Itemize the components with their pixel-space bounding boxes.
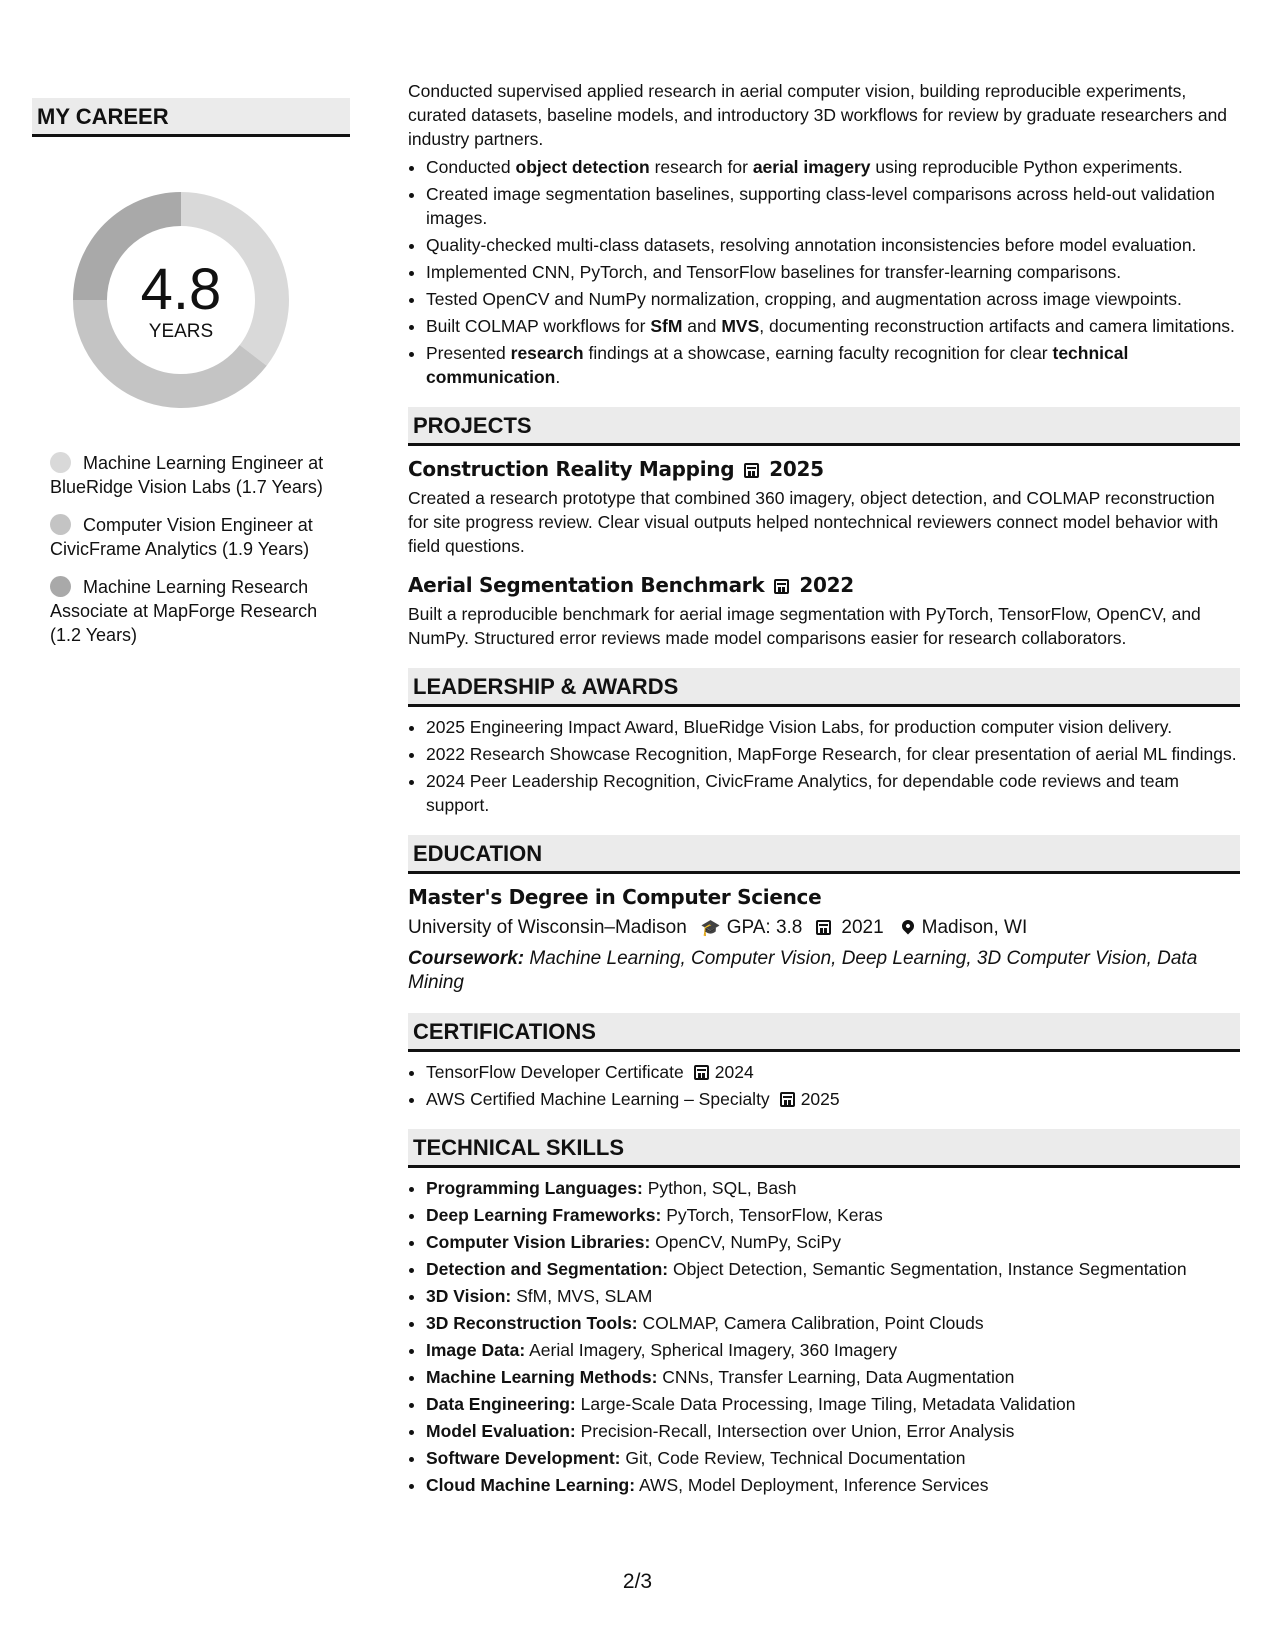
skill-item xyxy=(426,1446,1240,1470)
school-location: Madison, WI xyxy=(921,917,1028,938)
awards-list xyxy=(408,715,1240,817)
career-sidebar xyxy=(32,98,350,661)
certification-name: TensorFlow Developer Certificate xyxy=(426,1062,684,1082)
main-content xyxy=(408,79,1240,1500)
skill-label: Software Development: xyxy=(426,1448,621,1468)
coursework-label: Coursework: xyxy=(408,948,525,969)
project-description: Built a reproducible benchmark for aerial image segmentation with PyTorch, TensorFlow, OpenCV, and NumPy. Structured error reviews made model comparisons easier for research collaborators. xyxy=(408,604,1201,648)
skill-item xyxy=(426,1365,1240,1389)
skill-value: Object Detection, Semantic Segmentation, Instance Segmentation xyxy=(668,1259,1187,1279)
skill-label: Model Evaluation: xyxy=(426,1421,576,1441)
degree-title: Master's Degree in Computer Science xyxy=(408,885,822,909)
certification-item xyxy=(426,1060,1240,1084)
skill-label: 3D Reconstruction Tools: xyxy=(426,1313,638,1333)
legend-dot xyxy=(50,576,71,597)
project-title xyxy=(408,572,1240,598)
calendar-icon xyxy=(816,920,831,935)
award-item: • 2025 Engineering Impact Award, BlueRidge Vision Labs, for production computer vision delivery. xyxy=(426,715,1240,739)
skill-label: Image Data: xyxy=(426,1340,526,1360)
projects-section xyxy=(408,407,1240,650)
award-item: • 2024 Peer Leadership Recognition, CivicFrame Analytics, for dependable code reviews and team support. xyxy=(426,769,1240,817)
total-years: 4.8 xyxy=(140,257,222,322)
skill-value: Precision-Recall, Intersection over Union, Error Analysis xyxy=(575,1421,1015,1441)
legend-item xyxy=(50,575,340,647)
certification-item xyxy=(426,1087,1240,1111)
experience-bullet: • Created image segmentation baselines, supporting class-level comparisons across held-out validation images. xyxy=(426,182,1240,230)
legend-label: Computer Vision Engineer at CivicFrame Analytics (1.9 Years) xyxy=(50,515,313,559)
skill-value: Large-Scale Data Processing, Image Tiling, Metadata Validation xyxy=(575,1394,1076,1414)
calendar-icon xyxy=(744,463,759,478)
certification-name: AWS Certified Machine Learning – Specialty xyxy=(426,1089,770,1109)
coursework-list: Machine Learning, Computer Vision, Deep Learning, 3D Computer Vision, Data Mining xyxy=(408,948,1198,993)
experience-bullet: • Quality-checked multi-class datasets, resolving annotation inconsistencies before model evaluation. xyxy=(426,233,1240,257)
legend-item xyxy=(50,513,340,561)
legend-dot xyxy=(50,452,71,473)
skill-value: Aerial Imagery, Spherical Imagery, 360 Imagery xyxy=(525,1340,898,1360)
legend-label: Machine Learning Engineer at BlueRidge Vision Labs (1.7 Years) xyxy=(50,453,324,497)
skills-list xyxy=(408,1176,1240,1497)
certification-year: 2024 xyxy=(714,1062,754,1082)
skill-value: PyTorch, TensorFlow, Keras xyxy=(661,1205,883,1225)
legend-label: Machine Learning Research Associate at MapForge Research (1.2 Years) xyxy=(50,577,318,645)
awards-heading: LEADERSHIP & AWARDS xyxy=(408,668,1240,707)
experience-bullet: • Tested OpenCV and NumPy normalization, cropping, and augmentation across image viewpoints. xyxy=(426,287,1240,311)
skill-item xyxy=(426,1419,1240,1443)
certifications-list xyxy=(408,1060,1240,1111)
skills-heading: TECHNICAL SKILLS xyxy=(408,1129,1240,1168)
skill-item xyxy=(426,1203,1240,1227)
skill-value: Python, SQL, Bash xyxy=(642,1178,797,1198)
skill-value: AWS, Model Deployment, Inference Services xyxy=(635,1475,989,1495)
experience-bullets xyxy=(408,155,1240,389)
certification-year: 2025 xyxy=(800,1089,840,1109)
skill-value: COLMAP, Camera Calibration, Point Clouds xyxy=(637,1313,984,1333)
skill-label: Programming Languages: xyxy=(426,1178,643,1198)
skill-label: Computer Vision Libraries: xyxy=(426,1232,651,1252)
award-item: • 2022 Research Showcase Recognition, MapForge Research, for clear presentation of aerial ML findings. xyxy=(426,742,1240,766)
skill-value: SfM, MVS, SLAM xyxy=(511,1286,653,1306)
project-description: Created a research prototype that combined 360 imagery, object detection, and COLMAP reconstruction for site progress review. Clear visual outputs helped nontechnical reviewers connect model behavior with field questions. xyxy=(408,488,1219,556)
skill-item xyxy=(426,1284,1240,1308)
calendar-icon xyxy=(694,1065,709,1080)
certifications-heading: CERTIFICATIONS xyxy=(408,1013,1240,1052)
education-heading: EDUCATION xyxy=(408,835,1240,874)
graduation-year: 2021 xyxy=(841,917,884,938)
skill-item xyxy=(426,1230,1240,1254)
skill-label: Deep Learning Frameworks: xyxy=(426,1205,662,1225)
skill-item xyxy=(426,1473,1240,1497)
experience-intro: Conducted supervised applied research in aerial computer vision, building reproducible experiments, curated datasets, baseline models, and introductory 3D workflows for review by graduate researchers and industry partners. xyxy=(408,81,1228,149)
project-name: Aerial Segmentation Benchmark xyxy=(408,573,765,597)
skill-value: CNNs, Transfer Learning, Data Augmentation xyxy=(657,1367,1015,1387)
graduation-cap-icon: 🎓 xyxy=(700,920,721,937)
project-name: Construction Reality Mapping xyxy=(408,457,735,481)
experience-bullet: • Implemented CNN, PyTorch, and TensorFlow baselines for transfer-learning comparisons. xyxy=(426,260,1240,284)
skill-label: Machine Learning Methods: xyxy=(426,1367,658,1387)
experience-bullet: • Presented research findings at a showcase, earning faculty recognition for clear technical communication. xyxy=(426,341,1240,389)
projects-heading: PROJECTS xyxy=(408,407,1240,446)
skill-label: 3D Vision: xyxy=(426,1286,512,1306)
skill-value: OpenCV, NumPy, SciPy xyxy=(650,1232,841,1252)
skill-item xyxy=(426,1257,1240,1281)
skill-item xyxy=(426,1176,1240,1200)
calendar-icon xyxy=(780,1092,795,1107)
education-section xyxy=(408,835,1240,995)
school-name: University of Wisconsin–Madison xyxy=(408,917,687,938)
location-pin-icon xyxy=(899,918,916,935)
career-legend xyxy=(50,451,340,647)
coursework xyxy=(408,947,1240,995)
skill-item xyxy=(426,1311,1240,1335)
project-year: 2022 xyxy=(799,573,854,597)
legend-item xyxy=(50,451,340,499)
career-donut xyxy=(66,185,296,415)
calendar-icon xyxy=(774,579,789,594)
experience-bullet: • Built COLMAP workflows for SfM and MVS, documenting reconstruction artifacts and camera limitations. xyxy=(426,314,1240,338)
experience-bullet: • Conducted object detection research for aerial imagery using reproducible Python experiments. xyxy=(426,155,1240,179)
skills-section xyxy=(408,1129,1240,1497)
skill-label: Detection and Segmentation: xyxy=(426,1259,669,1279)
legend-dot xyxy=(50,514,71,535)
career-heading: MY CAREER xyxy=(32,98,350,137)
years-label: YEARS xyxy=(148,321,214,342)
project-title xyxy=(408,456,1240,482)
awards-section xyxy=(408,668,1240,817)
skill-label: Data Engineering: xyxy=(426,1394,576,1414)
skill-label: Cloud Machine Learning: xyxy=(426,1475,636,1495)
education-meta xyxy=(408,914,1240,943)
gpa: GPA: 3.8 xyxy=(726,917,803,938)
page-number: 2/3 xyxy=(622,1570,653,1593)
certifications-section xyxy=(408,1013,1240,1111)
project-year: 2025 xyxy=(769,457,824,481)
skill-item xyxy=(426,1338,1240,1362)
skill-item xyxy=(426,1392,1240,1416)
skill-value: Git, Code Review, Technical Documentation xyxy=(620,1448,966,1468)
